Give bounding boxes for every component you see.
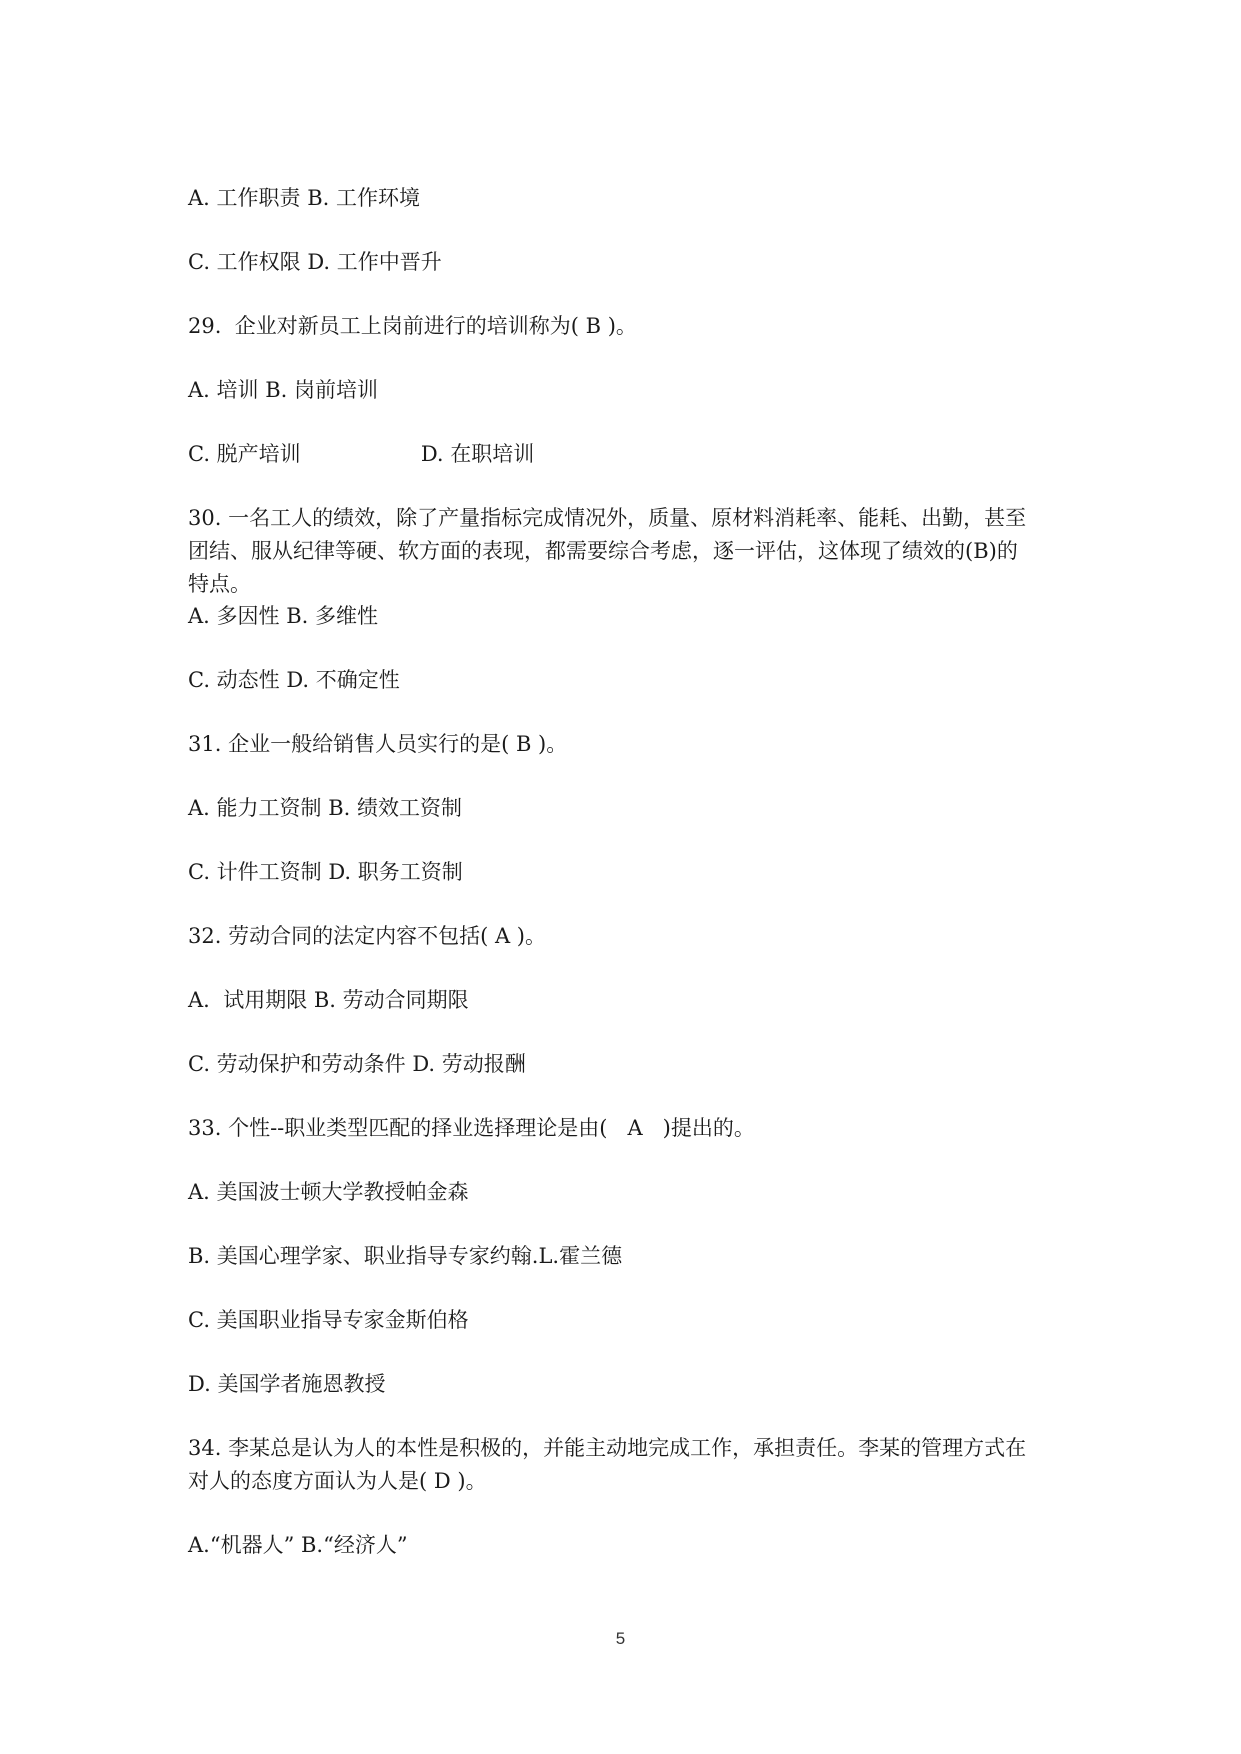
text-line: A. 工作职责 B. 工作环境 (188, 186, 420, 210)
text-line: C. 计件工资制 D. 职务工资制 (188, 860, 463, 884)
question-34-cont: 对人的态度方面认为人是( D )。 (188, 1469, 487, 1493)
question-31: 31. 企业一般给销售人员实行的是( B )。 (188, 732, 568, 756)
text-line: A. 试用期限 B. 劳动合同期限 (188, 988, 469, 1012)
text-line: C. 劳动保护和劳动条件 D. 劳动报酬 (188, 1052, 526, 1076)
text-line: A.“机器人” B.“经济人” (188, 1533, 408, 1557)
text-line: C. 脱产培训 D. 在职培训 (188, 442, 535, 466)
text-line: C. 工作权限 D. 工作中晋升 (188, 250, 442, 274)
text-line: D. 美国学者施恩教授 (188, 1372, 386, 1396)
text-line: A. 能力工资制 B. 绩效工资制 (188, 796, 462, 820)
text-line: A. 培训 B. 岗前培训 (188, 378, 378, 402)
question-30: 30. 一名工人的绩效，除了产量指标完成情况外，质量、原材料消耗率、能耗、出勤，甚至 (188, 506, 1027, 530)
question-34: 34. 李某总是认为人的本性是积极的，并能主动地完成工作，承担责任。李某的管理方式在 (188, 1436, 1027, 1460)
text-line: A. 美国波士顿大学教授帕金森 (188, 1180, 469, 1204)
question-33: 33. 个性--职业类型匹配的择业选择理论是由( A )提出的。 (188, 1116, 755, 1140)
question-29: 29. 企业对新员工上岗前进行的培训称为( B )。 (188, 314, 637, 338)
question-32: 32. 劳动合同的法定内容不包括( A )。 (188, 924, 546, 948)
page-number: 5 (615, 1629, 626, 1648)
text-line: C. 美国职业指导专家金斯伯格 (188, 1308, 469, 1332)
text-line: C. 动态性 D. 不确定性 (188, 668, 400, 692)
text-line: B. 美国心理学家、职业指导专家约翰.L.霍兰德 (188, 1244, 623, 1268)
text-line: A. 多因性 B. 多维性 (188, 604, 378, 628)
question-30-cont: 特点。 (188, 572, 251, 596)
question-30-cont: 团结、服从纪律等硬、软方面的表现，都需要综合考虑，逐一评估，这体现了绩效的(B)的 (188, 539, 1018, 563)
